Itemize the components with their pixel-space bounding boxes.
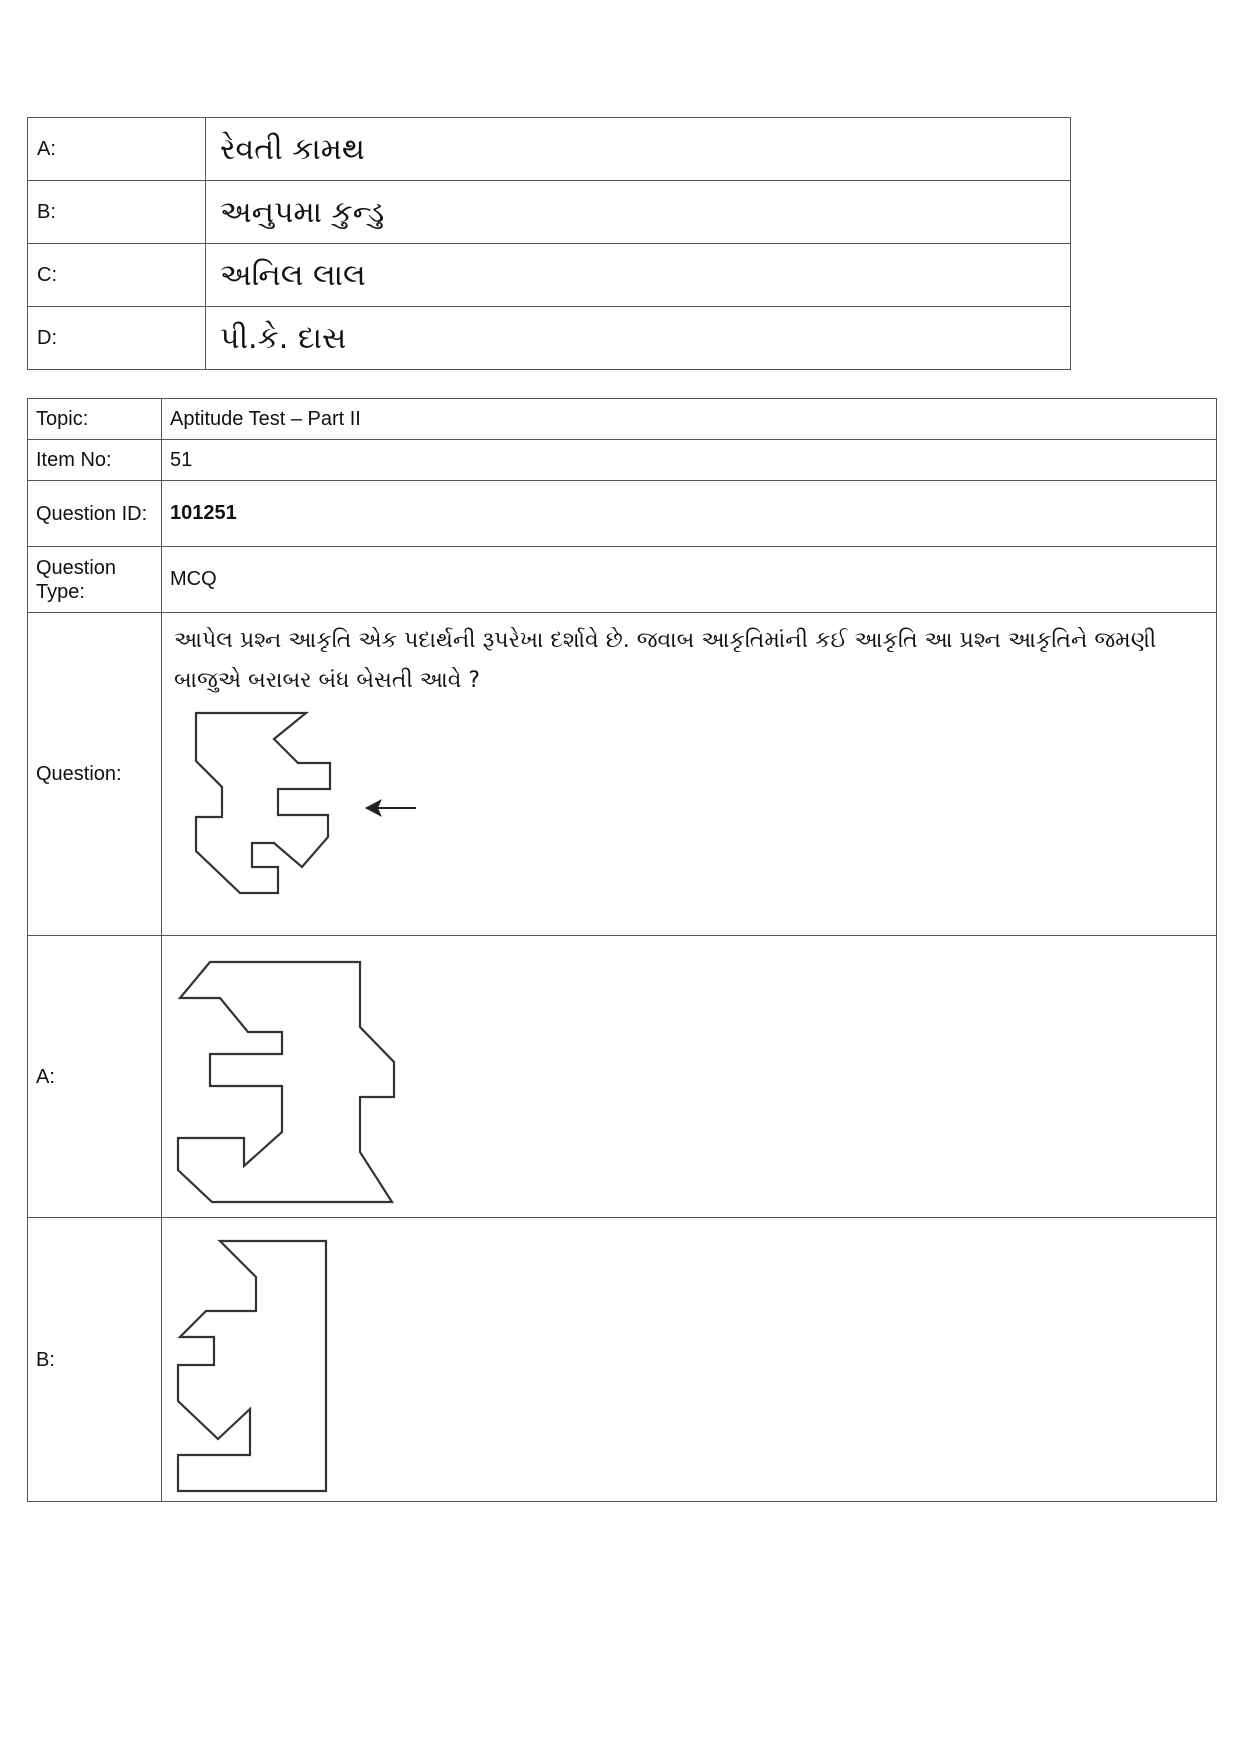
option-b-content — [162, 1218, 1217, 1502]
name-options-table — [27, 117, 1071, 370]
question-type-value: MCQ — [162, 547, 1217, 613]
question-type-row — [28, 547, 1217, 613]
item-no-label: Item No: — [28, 440, 162, 481]
name-option-row — [28, 244, 1071, 307]
question-id-value: 101251 — [162, 481, 1217, 547]
option-a-figure — [162, 942, 402, 1212]
name-option-row — [28, 118, 1071, 181]
option-b-figure — [162, 1225, 362, 1495]
item-no-row — [28, 440, 1217, 481]
option-value: અનુપમા કુન્ડુ — [206, 181, 1071, 244]
question-figure — [162, 701, 462, 916]
topic-value: Aptitude Test – Part II — [162, 399, 1217, 440]
puzzle-outline-shape — [178, 962, 394, 1202]
option-label: D: — [28, 307, 206, 370]
option-label: A: — [28, 118, 206, 181]
puzzle-outline-shape — [196, 713, 330, 893]
option-label: C: — [28, 244, 206, 307]
topic-label: Topic: — [28, 399, 162, 440]
left-arrow-icon — [365, 799, 416, 817]
item-no-value: 51 — [162, 440, 1217, 481]
question-label: Question: — [28, 613, 162, 936]
option-a-row — [28, 936, 1217, 1218]
puzzle-outline-shape — [178, 1241, 326, 1491]
option-value: પી.કે. દાસ — [206, 307, 1071, 370]
question-type-label: Question Type: — [28, 547, 162, 613]
question-row — [28, 613, 1217, 936]
topic-row — [28, 399, 1217, 440]
option-b-label: B: — [28, 1218, 162, 1502]
name-option-row — [28, 307, 1071, 370]
option-value: રેવતી કામથ — [206, 118, 1071, 181]
question-table — [27, 398, 1217, 1502]
option-label: B: — [28, 181, 206, 244]
question-id-label: Question ID: — [28, 481, 162, 547]
question-id-row — [28, 481, 1217, 547]
option-value: અનિલ લાલ — [206, 244, 1071, 307]
question-content — [162, 613, 1217, 936]
option-b-row — [28, 1218, 1217, 1502]
question-text — [162, 613, 1216, 701]
question-text-line: બાજુએ બરાબર બંધ બેસતી આવે ? — [174, 668, 481, 693]
option-a-label: A: — [28, 936, 162, 1218]
option-a-content — [162, 936, 1217, 1218]
question-text-line: આપેલ પ્રશ્ન આકૃતિ એક પદાર્થની રૂપરેખા દર્શાવે છે. જવાબ આકૃતિમાંની કઈ આકૃતિ આ પ્રશ્ન આકૃતિને જમણી — [174, 628, 1157, 653]
name-option-row — [28, 181, 1071, 244]
